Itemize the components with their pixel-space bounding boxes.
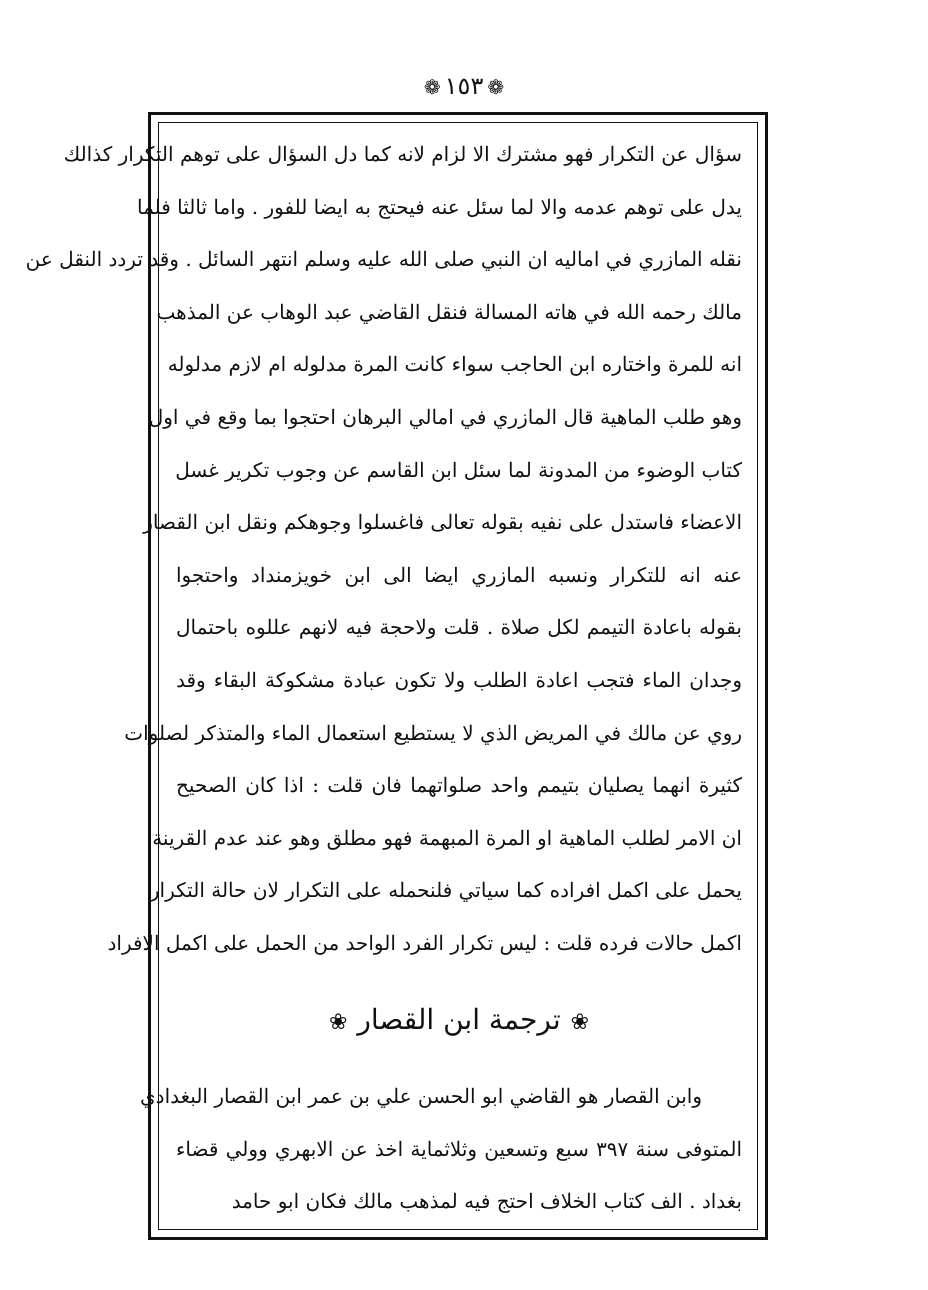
text-line: روي عن مالك في المريض الذي لا يستطيع استعمال الماء والمتذكر لصلوات — [124, 720, 742, 745]
ornament-icon: ❁ — [423, 75, 441, 99]
ornament-icon: ❀ — [328, 1010, 348, 1035]
text-line: اكمل حالات فرده قلت : ليس تكرار الفرد الواحد من الحمل على اكمل الافراد — [107, 930, 742, 955]
section-heading — [176, 990, 742, 1050]
text-line: وجدان الماء فتجب اعادة الطلب ولا تكون عبادة مشكوكة البقاء وقد — [176, 667, 742, 692]
page-number — [0, 70, 928, 103]
text-line: بقوله باعادة التيمم لكل صلاة . قلت ولاحجة فيه لانهم عللوه باحتمال — [176, 615, 742, 640]
text-line: ان الامر لطلب الماهية او المرة المبهمة فهو مطلق وهو عند عدم القرينة — [152, 825, 742, 850]
text-line: وهو طلب الماهية قال المازري في امالي البرهان احتجوا بما وقع في اول — [148, 404, 742, 429]
text-line: كثيرة انهما يصليان بتيمم واحد صلواتهما فان قلت : اذا كان الصحيح — [176, 773, 742, 798]
text-line: انه للمرة واختاره ابن الحاجب سواء كانت المرة مدلوله ام لازم مدلوله — [167, 352, 742, 377]
page-number-value: ١٥٣ — [444, 72, 484, 100]
text-line: الاعضاء فاستدل على نفيه بقوله تعالى فاغسلوا وجوهكم ونقل ابن القصار — [143, 510, 742, 535]
biography-text — [140, 1070, 742, 1228]
text-line: المتوفى سنة ٣٩٧ سبع وتسعين وثلاثماية اخذ عن الابهري وولي قضاء — [176, 1136, 742, 1161]
section-heading-text: ترجمة ابن القصار — [357, 1003, 561, 1036]
text-line: وابن القصار هو القاضي ابو الحسن علي بن عمر ابن القصار البغدادي — [140, 1084, 702, 1108]
ornament-icon: ❁ — [487, 75, 505, 99]
text-line: كتاب الوضوء من المدونة لما سئل ابن القاسم عن وجوب تكرير غسل — [175, 457, 742, 482]
text-line: عنه انه للتكرار ونسبه المازري ايضا الى ابن خويزمنداد واحتجوا — [176, 562, 742, 587]
text-line: سؤال عن التكرار فهو مشترك الا لزام لانه كما دل السؤال على توهم التكرار كذالك — [63, 142, 742, 166]
text-line: يحمل على اكمل افراده كما سياتي فلنحمله على التكرار لان حالة التكرار — [149, 878, 742, 903]
text-line: يدل على توهم عدمه والا لما سئل عنه فيحتج به ايضا للفور . واما ثالثا فلما — [136, 194, 742, 219]
text-line: مالك رحمه الله في هاته المسالة فنقل القاضي عبد الوهاب عن المذهب — [156, 299, 742, 324]
ornament-icon: ❀ — [570, 1010, 590, 1035]
text-line: نقله المازري في اماليه ان النبي صلى الله عليه وسلم انتهر السائل . وقد تردد النقل عن — [25, 247, 742, 272]
main-text — [25, 128, 742, 970]
text-line: بغداد . الف كتاب الخلاف احتج فيه لمذهب مالك فكان ابو حامد — [231, 1189, 742, 1214]
